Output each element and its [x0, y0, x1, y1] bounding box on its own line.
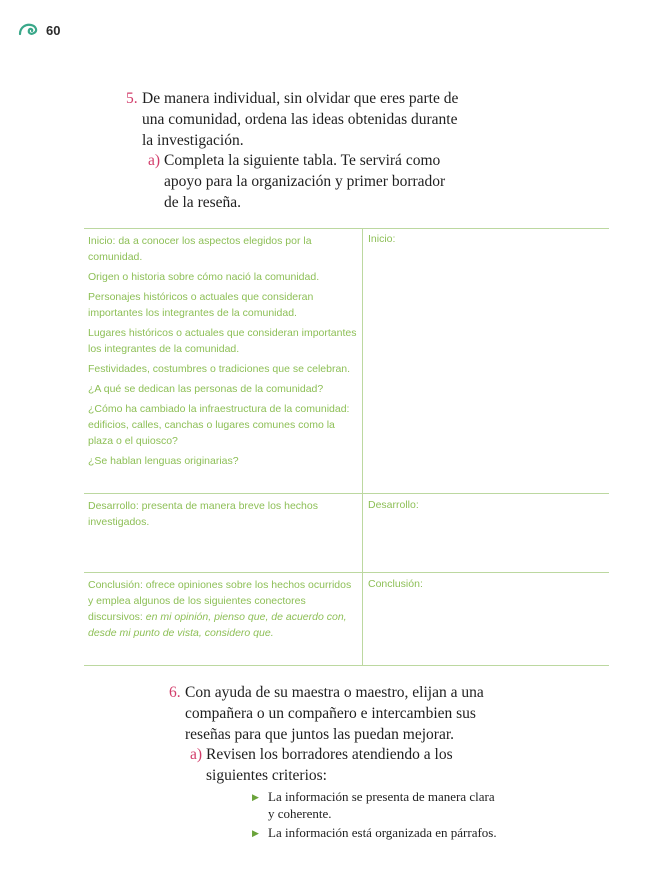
- criteria-item: [252, 788, 495, 822]
- question-5a-line: Completa la siguiente tabla. Te servirá como: [164, 152, 441, 169]
- question-6-line: reseñas para que juntos las puedan mejorar.: [185, 726, 455, 743]
- inicio-guide-item: Inicio: da a conocer los aspectos elegidos por la comunidad.: [88, 235, 312, 263]
- inicio-guide-item: Festividades, costumbres o tradiciones que se celebran.: [88, 363, 351, 375]
- conclusion-guide-text: Conclusión: ofrece opiniones sobre los hechos ocurridos y emplea algunos de los siguientes conectores discursivos:: [88, 579, 352, 623]
- conclusion-connectors: en mi opinión, pienso que, de acuerdo con, desde mi punto de vista, considero que.: [88, 611, 347, 639]
- inicio-guide-item: ¿A qué se dedican las personas de la comunidad?: [88, 383, 324, 395]
- question-6-number: 6.: [169, 684, 181, 701]
- inicio-guide-item: Origen o historia sobre cómo nació la comunidad.: [88, 271, 320, 283]
- resena-table: [84, 228, 609, 666]
- table-rule: [84, 493, 609, 494]
- question-5a-line: apoyo para la organización y primer borrador: [164, 173, 446, 190]
- table-rule: [84, 665, 609, 666]
- page-number: 60: [46, 22, 61, 38]
- question-6-line: compañera o un compañero e intercambien sus: [185, 705, 476, 722]
- inicio-guide-item: Personajes históricos o actuales que consideran importantes los integrantes de la comunidad.: [88, 291, 314, 319]
- table-divider: [362, 228, 363, 666]
- page-header: [18, 22, 60, 38]
- desarrollo-answer-label: Desarrollo:: [368, 499, 419, 511]
- desarrollo-guide-text: Desarrollo: presenta de manera breve los hechos investigados.: [88, 500, 318, 528]
- inicio-guide-item: ¿Cómo ha cambiado la infraestructura de la comunidad: edificios, calles, canchas o lugares comunes como la plaza o el quiosco?: [88, 403, 350, 447]
- desarrollo-guide-cell: [88, 498, 338, 534]
- question-5-line: De manera individual, sin olvidar que eres parte de: [142, 90, 459, 107]
- question-5a: [148, 150, 446, 213]
- triangle-bullet-icon: ▶: [252, 792, 259, 802]
- question-5: [126, 88, 459, 151]
- inicio-guide-cell: [88, 233, 358, 473]
- table-rule: [84, 572, 609, 573]
- criteria-item: [252, 824, 497, 841]
- question-5a-line: de la reseña.: [164, 194, 242, 211]
- triangle-bullet-icon: ▶: [252, 828, 259, 838]
- inicio-answer-label: Inicio:: [368, 233, 396, 245]
- criteria-line: La información se presenta de manera clara: [268, 789, 495, 804]
- question-6a: [190, 744, 453, 786]
- question-6: [169, 682, 484, 745]
- spiral-icon: [18, 22, 40, 38]
- inicio-guide-item: Lugares históricos o actuales que consideran importantes los integrantes de la comunidad.: [88, 327, 357, 355]
- question-5-number: 5.: [126, 90, 138, 107]
- table-rule: [84, 228, 609, 229]
- question-6a-line: Revisen los borradores atendiendo a los: [206, 746, 453, 763]
- question-6-line: Con ayuda de su maestra o maestro, elijan a una: [185, 684, 484, 701]
- conclusion-guide-cell: [88, 577, 358, 641]
- question-6a-letter: a): [190, 746, 203, 763]
- inicio-guide-item: ¿Se hablan lenguas originarias?: [88, 455, 239, 467]
- question-5a-letter: a): [148, 152, 161, 169]
- conclusion-answer-label: Conclusión:: [368, 578, 423, 590]
- criteria-line: La información está organizada en párrafos.: [268, 825, 497, 840]
- question-5-line: una comunidad, ordena las ideas obtenidas durante: [142, 111, 458, 128]
- question-5-line: la investigación.: [142, 132, 244, 149]
- question-6a-line: siguientes criterios:: [206, 767, 327, 784]
- criteria-line: y coherente.: [268, 806, 332, 821]
